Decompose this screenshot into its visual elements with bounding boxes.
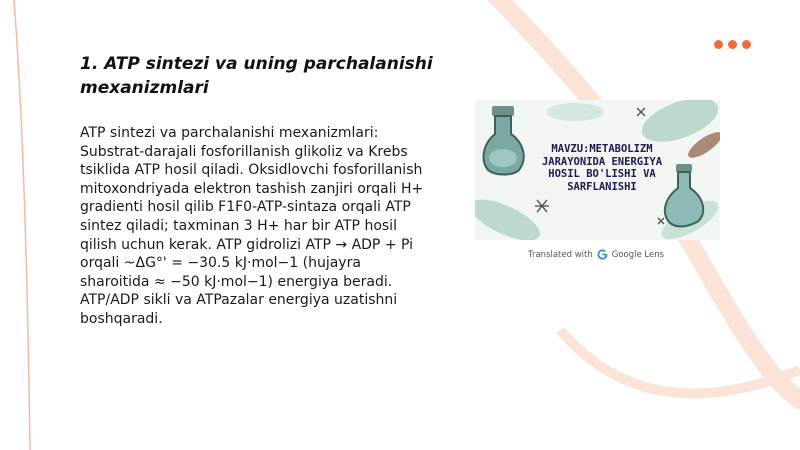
slide-body-text: ATP sintezi va parchalanishi mexanizmlari: Substrat-darajali fosforillanish glikoliz va Krebs tsiklida ATP hosil qiladi. Oksidlovchi fosforillanish mitoxondriyada elektron tashish zanjiri orqali H+ gradienti hosil qilib F1F0-ATP-sintaza orqali ATP sintez qiladi; taxminan 3 H+ har bir ATP hosil qilish uchun kerak. ATP gidrolizi ATP → ADP + Pi orqali ~ΔG°' = −30.5 kJ·mol−1 (hujayra sharoitida ≈ −50 kJ·mol−1) energiya beradi. ATP/ADP sikli va ATPazalar energiya uzatishni boshqaradi. xyxy=(80,125,424,327)
dot xyxy=(714,40,723,49)
caption-brand: Google Lens xyxy=(611,249,665,260)
slide-title: 1. ATP sintezi va uning parchalanishi mexanizmlari xyxy=(80,54,433,98)
caption-prefix: Translated with xyxy=(528,249,593,260)
flask-icon xyxy=(484,106,524,175)
dot xyxy=(742,40,751,49)
image-title: MAVZU:METABOLIZM JARAYONIDA ENERGIYA HOSIL BO'LISHI VA SARFLANISHI xyxy=(541,143,663,193)
translation-caption xyxy=(528,249,664,260)
google-lens-icon xyxy=(597,249,608,260)
topic-image xyxy=(475,100,720,240)
menu-dots-icon[interactable] xyxy=(714,40,751,49)
dot xyxy=(728,40,737,49)
